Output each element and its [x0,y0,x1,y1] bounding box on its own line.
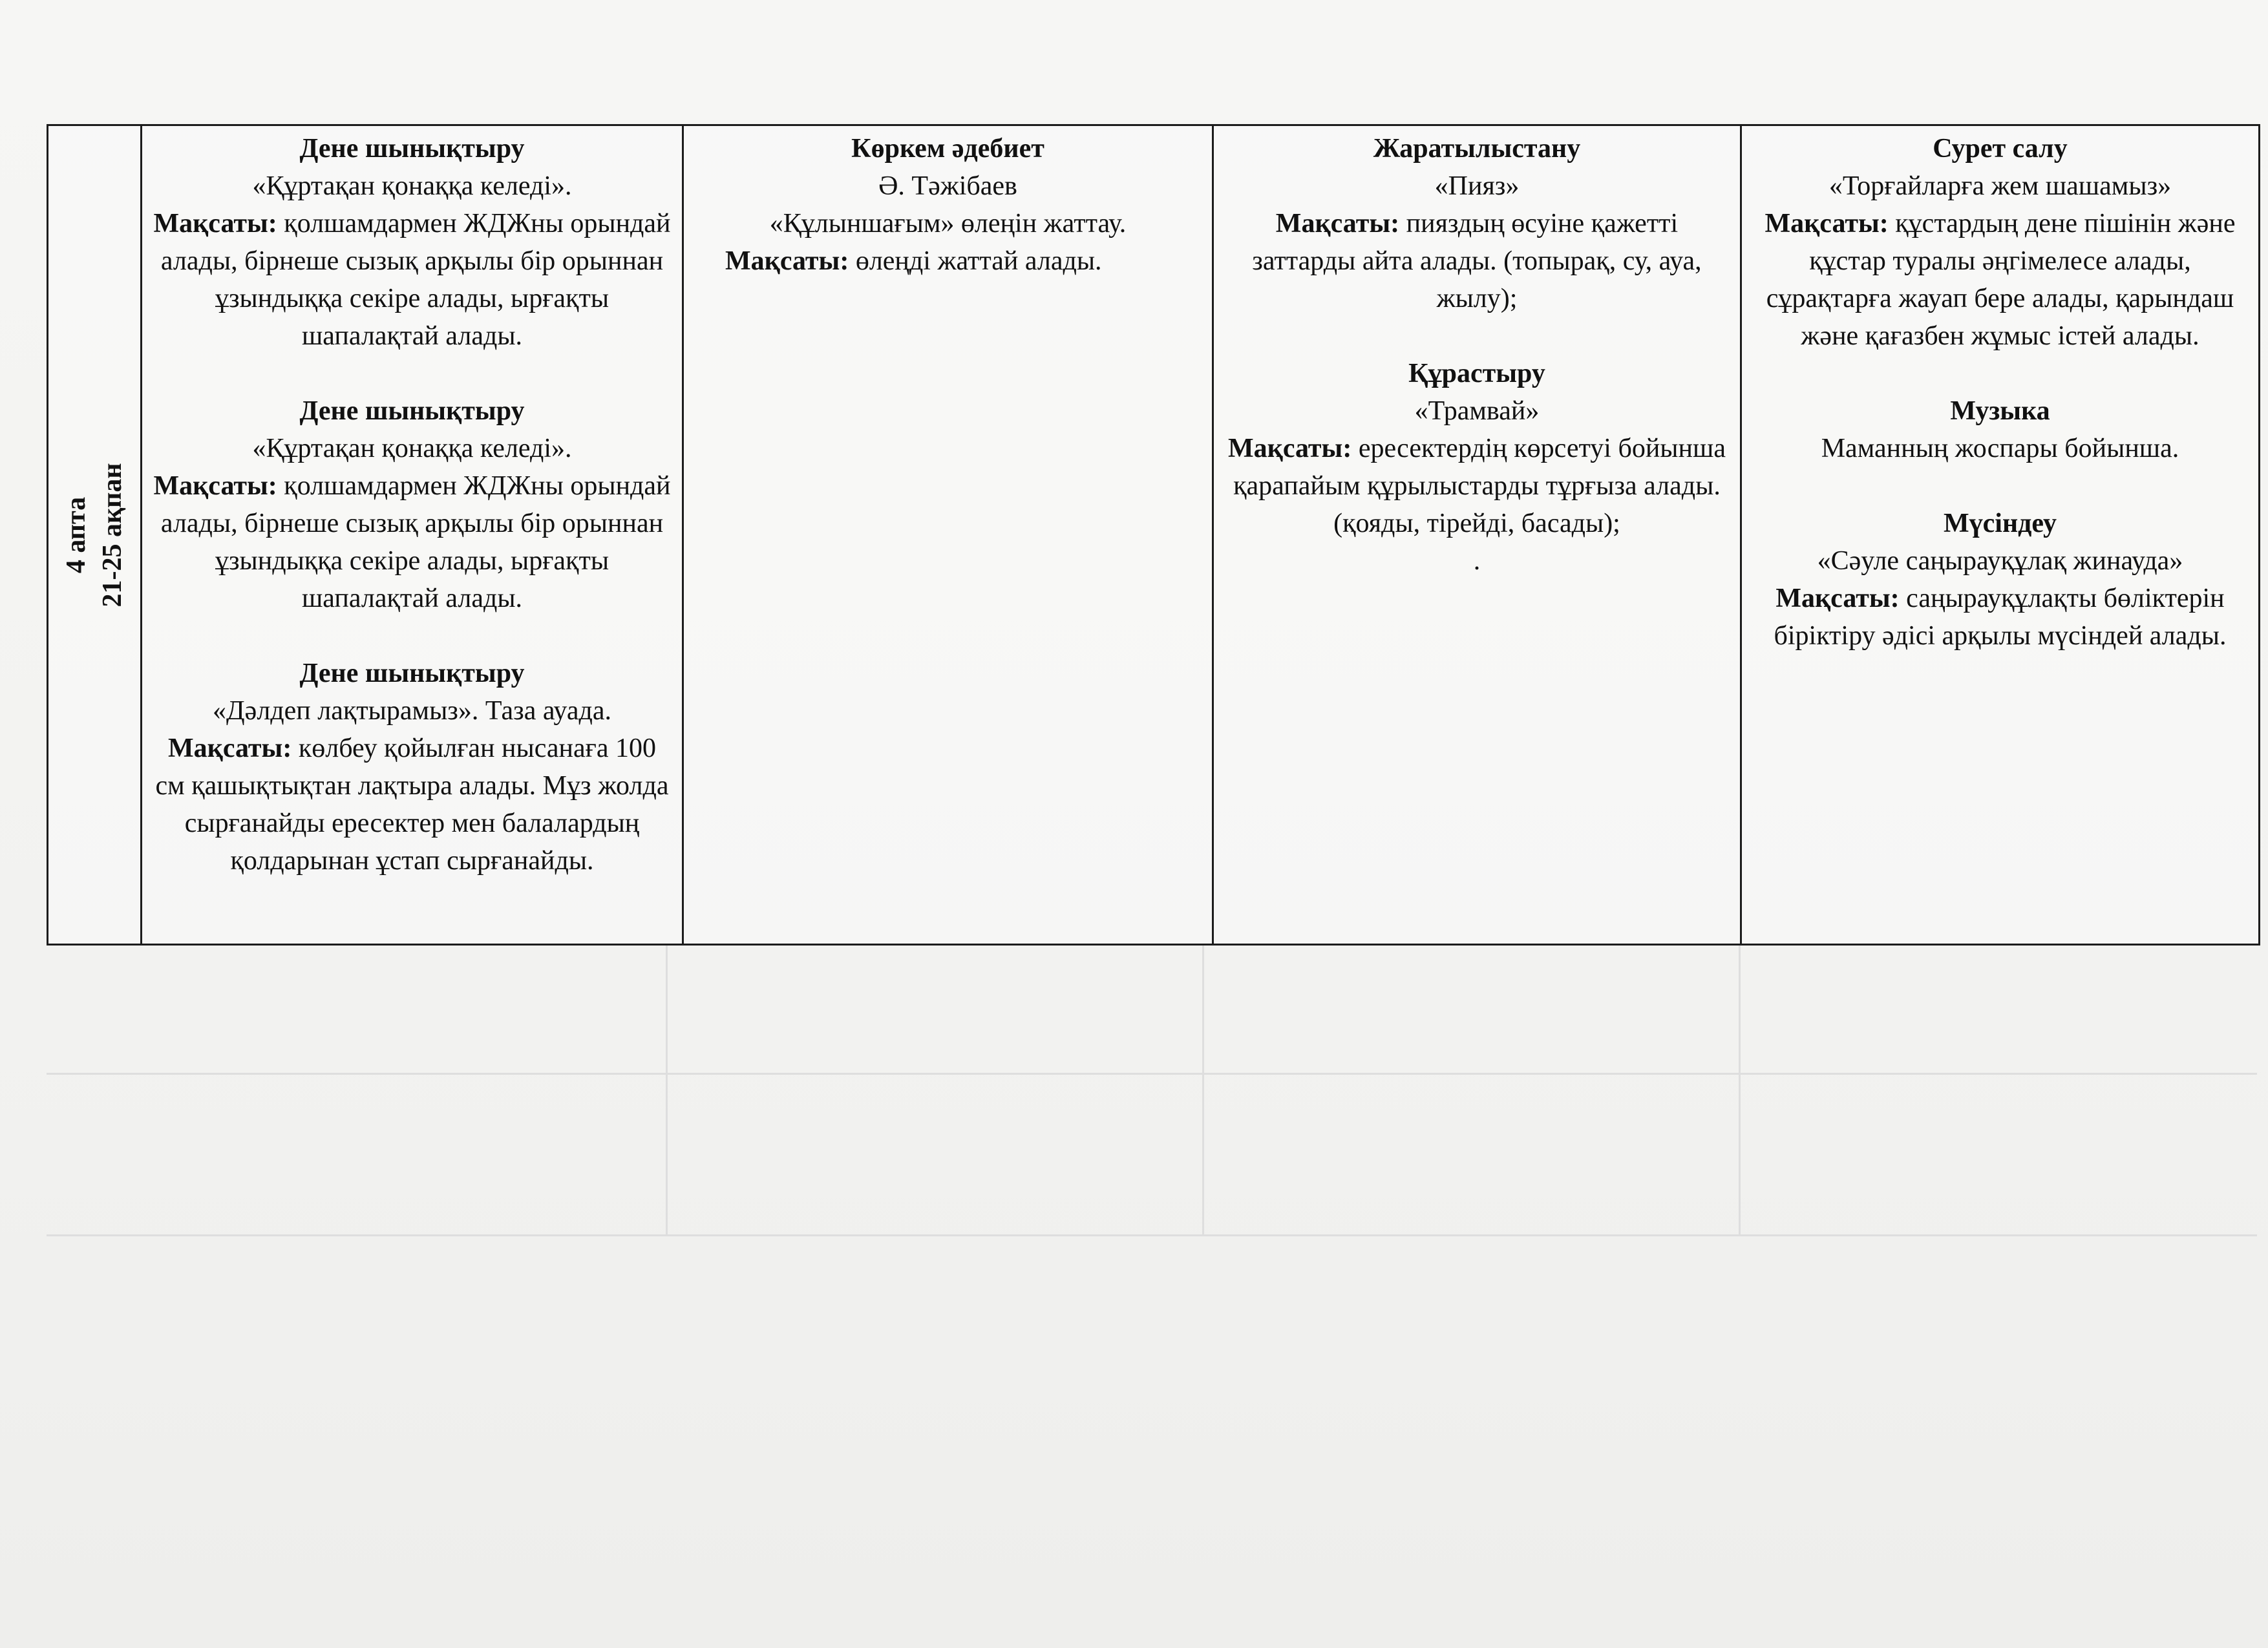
goal-text: пияздың өсуіне қажетті заттарды айта алады. (топырақ, су, ауа, жылу); [1252,209,1702,313]
activity-topic: «Дәлдеп лақтырамыз». Таза ауада. [213,696,611,726]
week-row [48,125,2260,945]
bleed-through-rule [1202,944,1204,1234]
activity-title: Дене шынықтыру [299,134,525,164]
weekly-plan-table [47,124,2260,945]
activity-topic: «Құртақан қонаққа келеді». [252,171,572,201]
bleed-through-rule [1739,944,1741,1234]
activity-block [1751,505,2249,655]
goal-text: көлбеу қойылған нысанаға 100 см қашықтықтан лақтыра алады. Мұз жолда сырғанайды ересектер мен балалардың қолдарынан ұстап сырғанайды. [155,734,669,876]
activity-goal [151,467,673,617]
goal-text: қолшамдармен ЖДЖны орындай алады, бірнеше сызық арқылы бір орыннан ұзындыққа секіре алады, ырғақты шапалақтай алады. [160,471,671,613]
activity-title: Жаратылыстану [1373,134,1581,164]
activity-title: Көркем әдебиет [851,134,1044,164]
bleed-through-rule [47,1234,2257,1236]
activity-title: Дене шынықтыру [299,396,525,426]
activity-block [151,655,673,880]
week-dates: 21-25 ақпан [98,462,127,607]
activity-goal [1223,430,1731,542]
activity-author: Ә. Тәжібаев [878,171,1017,201]
activity-goal [1223,205,1731,317]
activity-block [151,130,673,355]
activity-title: Мүсіндеу [1944,509,2057,538]
goal-text: өлеңді жаттай алады. [855,246,1102,276]
stray-mark: . [1473,546,1481,576]
goal-label: Мақсаты: [1765,209,1889,238]
activity-goal [151,730,673,880]
goal-label: Мақсаты: [153,209,277,238]
goal-label: Мақсаты: [168,734,292,763]
activity-goal [693,242,1203,280]
activity-block [1223,355,1731,580]
activity-goal [1751,580,2249,655]
week-number: 4 апта [61,496,91,573]
goal-label: Мақсаты: [153,471,277,501]
goal-label: Мақсаты: [1275,209,1400,238]
goal-label: Мақсаты: [1228,434,1352,463]
goal-text: қолшамдармен ЖДЖны орындай алады, бірнеше сызық арқылы бір орыннан ұзындыққа секіре алады, ырғақты шапалақтай алады. [160,209,671,351]
activity-title: Сурет салу [1933,134,2068,164]
activity-topic: «Құртақан қонаққа келеді». [252,434,572,463]
activity-title: Құрастыру [1408,359,1545,388]
goal-label: Мақсаты: [725,246,849,276]
bleed-through-rule [666,944,668,1234]
activity-block [1223,130,1731,317]
activity-goal [1751,205,2249,355]
activity-block [151,392,673,617]
activity-cell-nature-construction [1213,125,1741,945]
week-label-cell [48,125,142,945]
goal-text: құстардың дене пішінін және құстар туралы әңгімелесе алады, сұрақтарға жауап бере алады, қарындаш және қағазбен жұмыс істей алады. [1766,209,2236,351]
goal-label: Мақсаты: [1775,584,1900,613]
activity-topic: «Құлыншағым» өлеңін жаттау. [769,209,1127,238]
activity-cell-physical-education [142,125,683,945]
bleed-through-rule [47,1073,2257,1075]
goal-text: ересектердің көрсетуі бойынша қарапайым құрылыстарды тұрғыза алады. (қояды, тірейді, басады); [1233,434,1726,538]
activity-goal [151,205,673,355]
activity-topic: «Трамвай» [1414,396,1540,426]
activity-cell-art-music-modelling [1741,125,2260,945]
activity-topic: «Пияз» [1434,171,1520,201]
activity-title: Дене шынықтыру [299,659,525,688]
activity-block [1751,392,2249,467]
activity-cell-literature [683,125,1213,945]
activity-title: Музыка [1950,396,2050,426]
activity-topic: «Торғайларға жем шашамыз» [1828,171,2172,201]
activity-topic: Маманның жоспары бойынша. [1821,434,2179,463]
activity-topic: «Сәуле саңырауқұлақ жинауда» [1817,546,2183,576]
goal-text: саңырауқұлақты бөліктерін біріктіру әдісі арқылы мүсіндей алады. [1774,584,2227,651]
activity-block [1751,130,2249,355]
week-label [58,463,131,607]
